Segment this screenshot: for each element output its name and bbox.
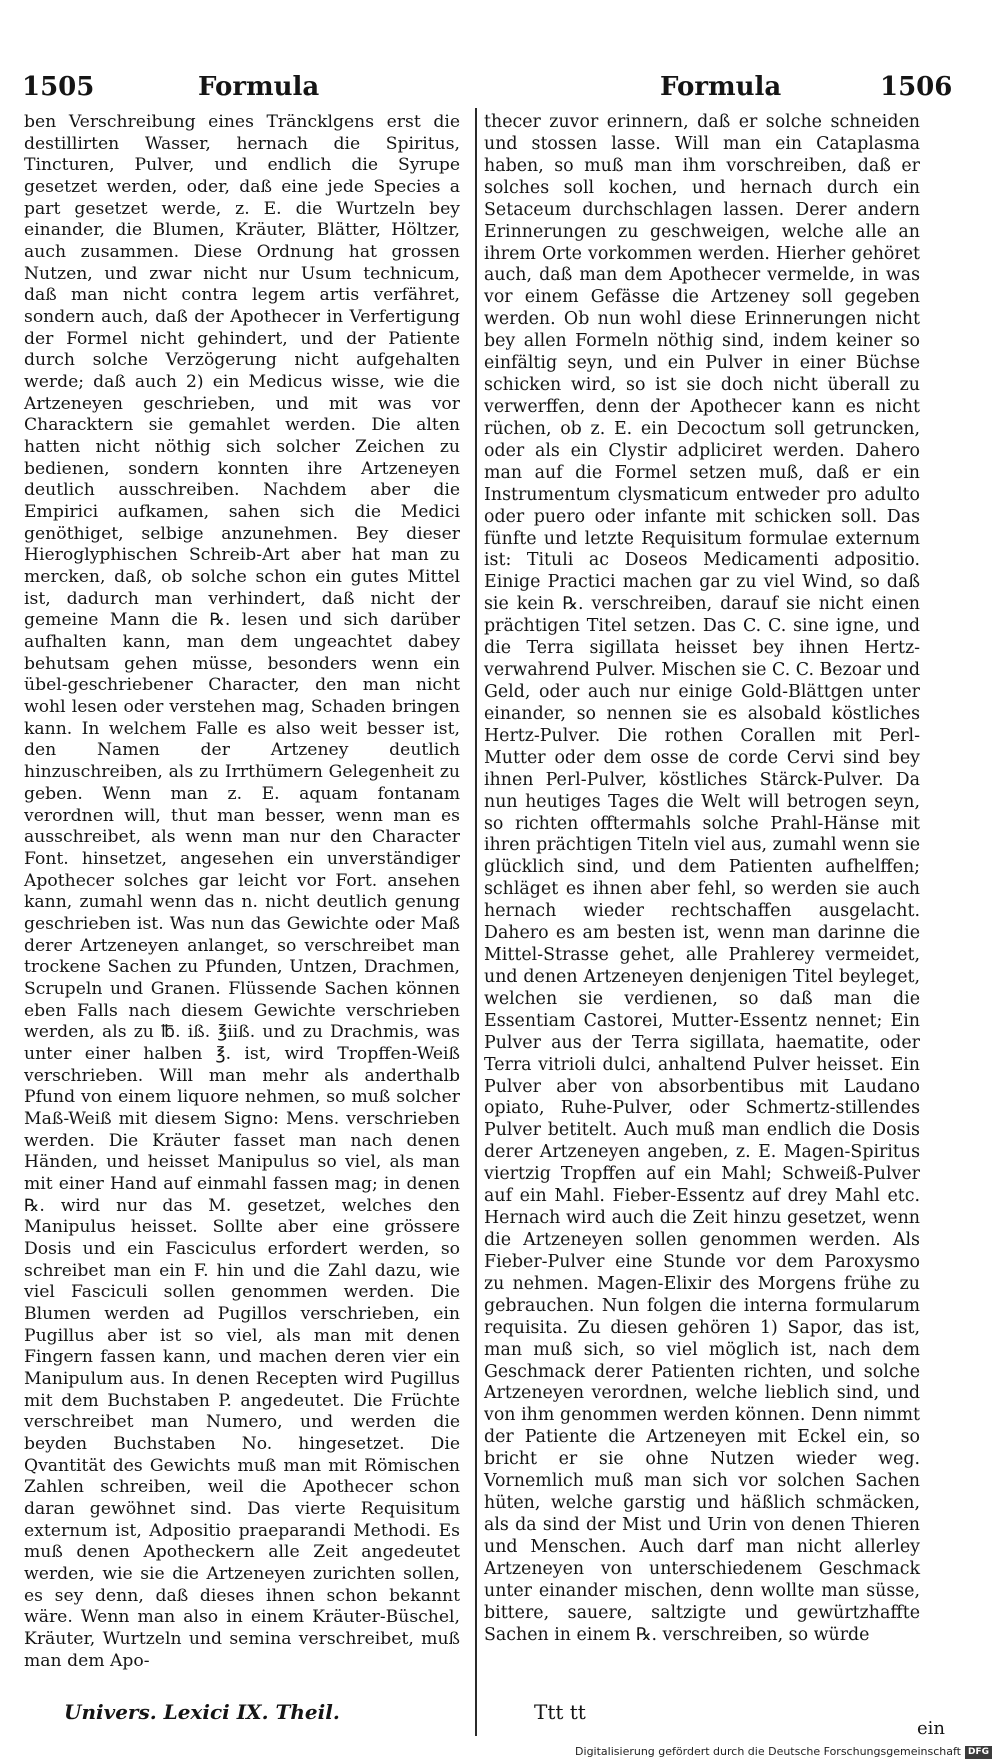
- page-number-right: 1506: [880, 72, 953, 102]
- text-column-left: [24, 112, 460, 1672]
- catchword: ein: [917, 1718, 946, 1739]
- left-column-text: ben Verschreibung eines Träncklgens erst die destillirten Wasser, hernach die Spiritus, Tincturen, Pulver, und endlich die Syrupe gesetzet werden, oder, daß eine jede Species a part gesetzet werde, z. E. die Wurtzeln bey einander, die Blumen, Kräuter, Blätter, Höltzer, auch zusammen. Diese Ordnung hat grossen Nutzen, und zwar nicht nur Usum technicum, daß man nicht contra legem artis verfähret, sondern auch, daß der Apothecer in Verfertigung der Formel nicht gehindert, und der Patiente durch solche Verzögerung nicht aufgehalten werde; daß auch 2) ein Medicus wisse, wie die Artzeneyen geschrieben, und mit was vor Characktern sie gemahlet werden. Die alten hatten nicht nöthig sich solcher Zeichen zu bedienen, sondern konnten ihre Artzeneyen deutlich ausschreiben. Nachdem aber die Empirici aufkamen, sahen sich die Medici genöthiget, selbige anzunehmen. Bey dieser Hieroglyphischen Schreib-Art aber hat man zu mercken, daß, ob solche schon ein gutes Mittel ist, dadurch man verhindert, daß nicht der gemeine Mann die ℞. lesen und sich darüber aufhalten kann, man dem ungeachtet dabey behutsam gehen müsse, besonders wenn ein übel-geschriebener Character, den man nicht wohl lesen oder verstehen mag, Schaden bringen kann. In welchem Falle es also weit besser ist, den Namen der Artzeney deutlich hinzuschreiben, als zu Irrthümern Gelegenheit zu geben. Wenn man z. E. aquam fontanam verordnen will, thut man besser, wenn man es ausschreibet, als wenn man nur den Character Font. hinsetzet, angesehen ein unverständiger Apothecer solches gar leicht vor Fort. ansehen kann, zumahl wenn das n. nicht deutlich genung geschrieben ist. Was nun das Gewichte oder Maß derer Artzeneyen anlanget, so verschreibet man trockene Sachen zu Pfunden, Untzen, Drachmen, Scrupeln und Granen. Flüssende Sachen können eben Falls nach diesem Gewichte verschrieben werden, als zu ℔. iß. ℥iiß. und zu Drachmis, was unter einer halben ℥. ist, wird Tropffen-Weiß verschrieben. Will man mehr als anderthalb Pfund von einem liquore nehmen, so muß solcher Maß-Weiß mit diesem Signo: Mens. verschrieben werden. Die Kräuter fasset man nach denen Händen, und heisset Manipulus so viel, als man mit einer Hand auf einmahl fassen mag; in denen ℞. wird nur das M. gesetzet, welches den Manipulus heisset. Sollte aber eine grössere Dosis und ein Fasciculus erfordert werden, so schreibet man ein F. hin und die Zahl dazu, wie viel Fasciculi sollen genommen werden. Die Blumen werden ad Pugillos verschrieben, ein Pugillus aber ist so viel, als man mit denen Fingern fassen kann, und machen deren vier ein Manipulum aus. In denen Recepten wird Pugillus mit dem Buchstaben P. angedeutet. Die Früchte verschreibet man Numero, und werden die beyden Buchstaben No. hingesetzet. Die Qvantität des Gewichts muß man mit Römischen Zahlen schreiben, weil die Apothecer schon daran gewöhnet sind. Das vierte Requisitum externum ist, Adpositio praeparandi Methodi. Es muß denen Apotheckern alle Zeit angedeutet werden, wie sie die Artzeneyen zurichten sollen, es sey denn, daß dieses ihnen schon bekannt wäre. Wenn man also in einem Kräuter-Büschel, Kräuter, Wurtzeln und semina verschreibet, muß man dem Apo-: [24, 112, 460, 1671]
- printer-signature: Ttt tt: [534, 1700, 586, 1724]
- dfg-logo-icon: DFG: [965, 1746, 992, 1759]
- footer-text: Digitalisierung gefördert durch die Deutsche Forschungsgemeinschaft: [575, 1745, 961, 1758]
- page-number-left: 1505: [22, 72, 95, 102]
- right-column-text: thecer zuvor erinnern, daß er solche schneiden und stossen lasse. Will man ein Cataplasma haben, so muß man ihm vorschreiben, daß er solches soll kochen, und hernach durch ein Setaceum durchschlagen lassen. Derer andern Erinnerungen zu geschweigen, welche alle an ihrem Orte vorkommen werden. Hierher gehöret auch, daß man dem Apothecer vermelde, in was vor einem Gefässe die Artzeney soll gegeben werden. Ob nun wohl diese Erinnerungen nicht bey allen Formeln nöthig sind, indem keiner so einfältig seyn, und ein Pulver in einer Büchse schicken wird, so ist sie doch nicht überall zu verwerffen, denn der Apothecer kann es nicht rüchen, ob z. E. ein Decoctum soll getruncken, oder als ein Clystir adpliciret werden. Dahero man auf die Formel setzen muß, daß er ein Instrumentum clysmaticum entweder pro adulto oder puero oder infante mit schicken soll. Das fünfte und letzte Requisitum formulae externum ist: Tituli ac Doseos Medicamenti adpositio. Einige Practici machen gar zu viel Wind, so daß sie kein ℞. verschreiben, darauf sie nicht einen prächtigen Titel setzen. Das C. C. sine igne, und die Terra sigillata heisset bey ihnen Hertz-verwahrend Pulver. Mischen sie C. C. Bezoar und Geld, oder auch nur einige Gold-Blättgen unter einander, so nennen sie es alsobald köstliches Hertz-Pulver. Die rothen Corallen mit Perl-Mutter oder dem osse de corde Cervi sind bey ihnen Perl-Pulver, köstliches Stärck-Pulver. Da nun heutiges Tages die Welt will betrogen seyn, so richten offtermahls solche Prahl-Hänse mit ihren prächtigen Titeln viel aus, zumahl wenn sie glücklich sind, und dem Patienten aufhelffen; schläget es ihnen aber fehl, so werden sie auch hernach wieder rechtschaffen ausgelacht. Dahero es am besten ist, wenn man darinne die Mittel-Strasse gehet, alle Prahlerey vermeidet, und denen Artzeneyen denjenigen Titel beyleget, welchen sie verdienen, so daß man die Essentiam Castorei, Mutter-Essentz nennet; Ein Pulver aus der Terra sigillata, haematite, oder Terra vitrioli dulci, anhaltend Pulver heisset. Ein Pulver aber von absorbentibus mit Laudano opiato, Ruhe-Pulver, oder Schmertz-stillendes Pulver betitelt. Auch muß man endlich die Dosis derer Artzeneyen angeben, z. E. Magen-Spiritus viertzig Tropffen auf ein Mahl; Schweiß-Pulver auf ein Mahl. Fieber-Essentz auf drey Mahl etc. Hernach wird auch die Zeit hinzu gesetzet, wenn die Artzeneyen sollen genommen werden. Als Fieber-Pulver eine Stunde vor dem Paroxysmo zu nehmen. Magen-Elixir des Morgens frühe zu gebrauchen. Nun folgen die interna formularum requisita. Zu diesen gehören 1) Sapor, das ist, man muß sich, so viel möglich ist, nach dem Geschmack derer Patienten richten, und solche Artzeneyen verordnen, welche lieblich sind, und von ihm genommen werden können. Denn nimmt der Patiente die Artzeneyen mit Eckel ein, so bricht er sie ohne Nutzen wieder weg. Vornemlich muß man sich vor solchen Sachen hüten, welche garstig und häßlich schmäcken, als da sind der Mist und Urin von denen Thieren und Menschen. Auch darf man nicht allerley Artzeneyen von unterschiedenem Geschmack unter einander mischen, denn wollte man süsse, bittere, sauere, saltzigte und gewürtzhaffte Sachen in einem ℞. verschreiben, so würde: [484, 112, 920, 1645]
- volume-signature: Univers. Lexici IX. Theil.: [64, 1700, 340, 1724]
- running-title-right: Formula: [660, 72, 782, 102]
- text-column-right: [484, 112, 920, 1647]
- digitization-footer: [0, 1742, 992, 1762]
- column-divider: [475, 108, 477, 1736]
- running-title-left: Formula: [198, 72, 320, 102]
- page-header: [0, 70, 1000, 104]
